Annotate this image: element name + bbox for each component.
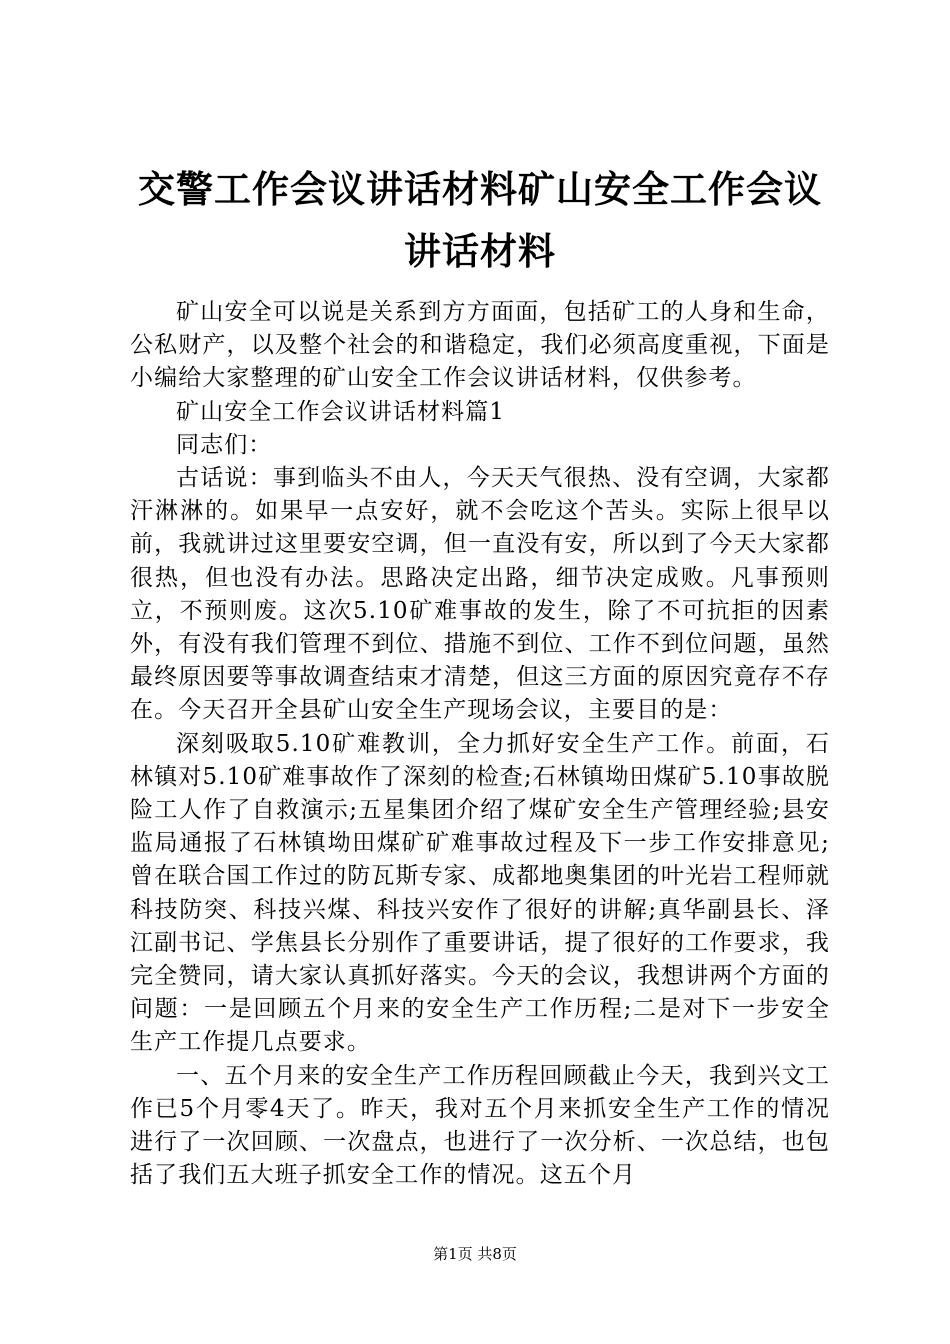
paragraph-salutation: 同志们： (176, 431, 273, 458)
paragraph-section-heading: 矿山安全工作会议讲话材料篇1 (176, 398, 506, 425)
paragraph-opening: 古话说：事到临头不由人，今天天气很热、没有空调，大家都汗淋淋的。如果早一点安好，就不会吃这个苦头。实际上很早以前，我就讲过这里要安空调，但一直没有安，所以到了今天大家都很热，但也没有办法。思路决定出路，细节决定成败。凡事预则立，不预则废。这次5.10矿难事故的发生，除了不可抗拒的因素外，有没有我们管理不到位、措施不到位、工作不到位问题，虽然最终原因要等事故调查结束才清楚，但这三方面的原因究竟存不存在。今天召开全县矿山安全生产现场会议，主要目的是： (130, 465, 830, 724)
paragraph-review: 一、五个月来的安全生产工作历程回顾截止今天，我到兴文工作已5个月零4天了。昨天，我对五个月来抓安全生产工作的情况进行了一次回顾、一次盘点，也进行了一次分析、一次总结，也包括了我们五大班子抓安全工作的情况。这五个月 (130, 1062, 830, 1189)
document-title: 交警工作会议讲话材料矿山安全工作会议讲话材料 (138, 167, 822, 273)
page-footer: 第1页 共8页 (433, 1245, 517, 1263)
paragraph-lessons: 深刻吸取5.10矿难教训，全力抓好安全生产工作。前面，石林镇对5.10矿难事故作了深刻的检查;石林镇坳田煤矿5.10事故脱险工人作了自救演示;五星集团介绍了煤矿安全生产管理经验;县安监局通报了石林镇坳田煤矿矿难事故过程及下一步工作安排意见;曾在联合国工作过的防瓦斯专家、成都地奥集团的叶光岩工程师就科技防突、科技兴煤、科技兴安作了很好的讲解;真华副县长、泽江副书记、学焦县长分别作了重要讲话，提了很好的工作要求，我完全赞同，请大家认真抓好落实。今天的会议，我想讲两个方面的问题：一是回顾五个月来的安全生产工作历程;二是对下一步安全生产工作提几点要求。 (130, 730, 830, 1056)
paragraph-intro: 矿山安全可以说是关系到方方面面，包括矿工的人身和生命，公私财产，以及整个社会的和谐稳定，我们必须高度重视，下面是小编给大家整理的矿山安全工作会议讲话材料，仅供参考。 (130, 299, 830, 392)
document-body (130, 296, 830, 1192)
